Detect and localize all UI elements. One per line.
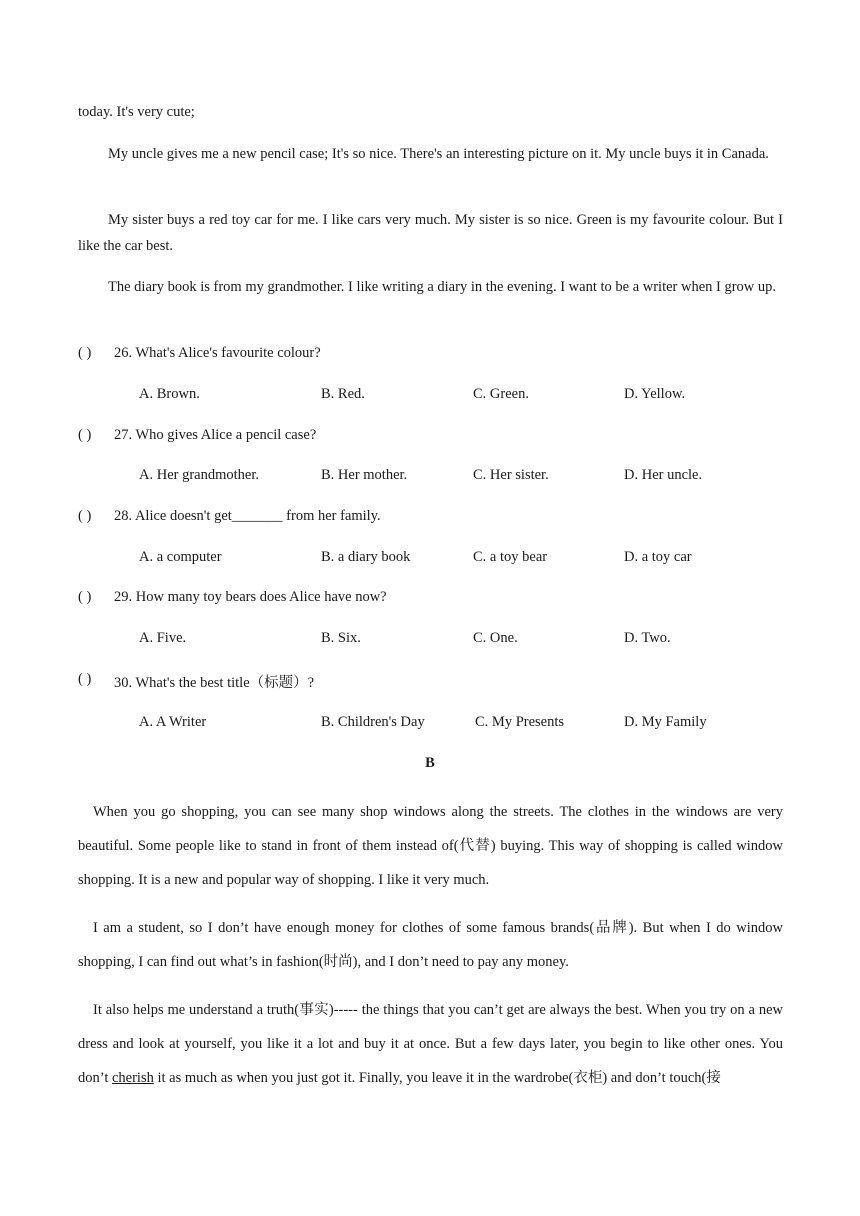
- option-c[interactable]: C. One.: [473, 630, 518, 646]
- question-text: 30. What's the best title（标题）?: [114, 675, 315, 691]
- paragraph-window-shopping: When you go shopping, you can see many shop windows along the streets. The clothes in the windows are very beautiful. Some people like to stand in front of them instead of(代替) buying. This way of shopping is called window shopping. It is a new and popular way of shopping. I like it very much.: [78, 804, 783, 888]
- paragraph-uncle: My uncle gives me a new pencil case; It's so nice. There's an interesting picture on it. My uncle buys it in Canada.: [108, 146, 769, 162]
- option-b[interactable]: B. Children's Day: [321, 714, 425, 730]
- paragraph-text: it as much as when you just got it. Finally, you leave it in the wardrobe(衣柜) and don’t touch(接: [153, 1070, 721, 1086]
- paragraph-student: I am a student, so I don’t have enough money for clothes of some famous brands(品牌). But when I do window shopping, I can find out what’s in fashion(时尚), and I don’t need to pay any money.: [78, 920, 783, 970]
- underlined-word: cherish: [111, 1070, 154, 1086]
- option-d[interactable]: D. Two.: [624, 630, 671, 646]
- option-a[interactable]: A. A Writer: [139, 714, 207, 730]
- paragraph-text: It also helps me understand a truth(事实)----- the things that you can’t get are always the best. When you try on a new dress and look at yourself, you like it a lot and buy it at once. But a few days later, you begin to like other ones. You don’t: [78, 1002, 783, 1086]
- answer-blank[interactable]: ( ): [78, 671, 92, 687]
- section-heading: B: [425, 755, 435, 771]
- option-c[interactable]: C. Her sister.: [473, 467, 549, 483]
- answer-blank[interactable]: ( ): [78, 589, 92, 605]
- option-b[interactable]: B. Her mother.: [321, 467, 408, 483]
- option-a[interactable]: A. a computer: [139, 549, 222, 565]
- option-a[interactable]: A. Brown.: [139, 386, 200, 402]
- question-text: 28. Alice doesn't get_______ from her family.: [114, 508, 381, 524]
- option-a[interactable]: A. Her grandmother.: [139, 467, 259, 483]
- option-c[interactable]: C. My Presents: [475, 714, 565, 730]
- option-c[interactable]: C. a toy bear: [473, 549, 548, 565]
- answer-blank[interactable]: ( ): [78, 508, 92, 524]
- option-b[interactable]: B. Red.: [321, 386, 365, 402]
- answer-blank[interactable]: ( ): [78, 427, 92, 443]
- option-c[interactable]: C. Green.: [473, 386, 529, 402]
- option-d[interactable]: D. My Family: [624, 714, 707, 730]
- option-b[interactable]: B. a diary book: [321, 549, 411, 565]
- paragraph-grandmother: The diary book is from my grandmother. I like writing a diary in the evening. I want to be a writer when I grow up.: [108, 279, 777, 295]
- question-text: 27. Who gives Alice a pencil case?: [114, 427, 317, 443]
- passage-line: today. It's very cute;: [78, 104, 195, 120]
- option-d[interactable]: D. Yellow.: [624, 386, 686, 402]
- option-d[interactable]: D. Her uncle.: [624, 467, 703, 483]
- answer-blank[interactable]: ( ): [78, 345, 92, 361]
- paragraph-sister: My sister buys a red toy car for me. I like cars very much. My sister is so nice. Green is my favourite colour. But I like the car best.: [78, 212, 783, 254]
- paragraph-truth: [78, 993, 783, 1095]
- question-text: 26. What's Alice's favourite colour?: [114, 345, 321, 361]
- option-b[interactable]: B. Six.: [321, 630, 361, 646]
- option-d[interactable]: D. a toy car: [624, 549, 692, 565]
- option-a[interactable]: A. Five.: [139, 630, 187, 646]
- question-text: 29. How many toy bears does Alice have now?: [114, 589, 387, 605]
